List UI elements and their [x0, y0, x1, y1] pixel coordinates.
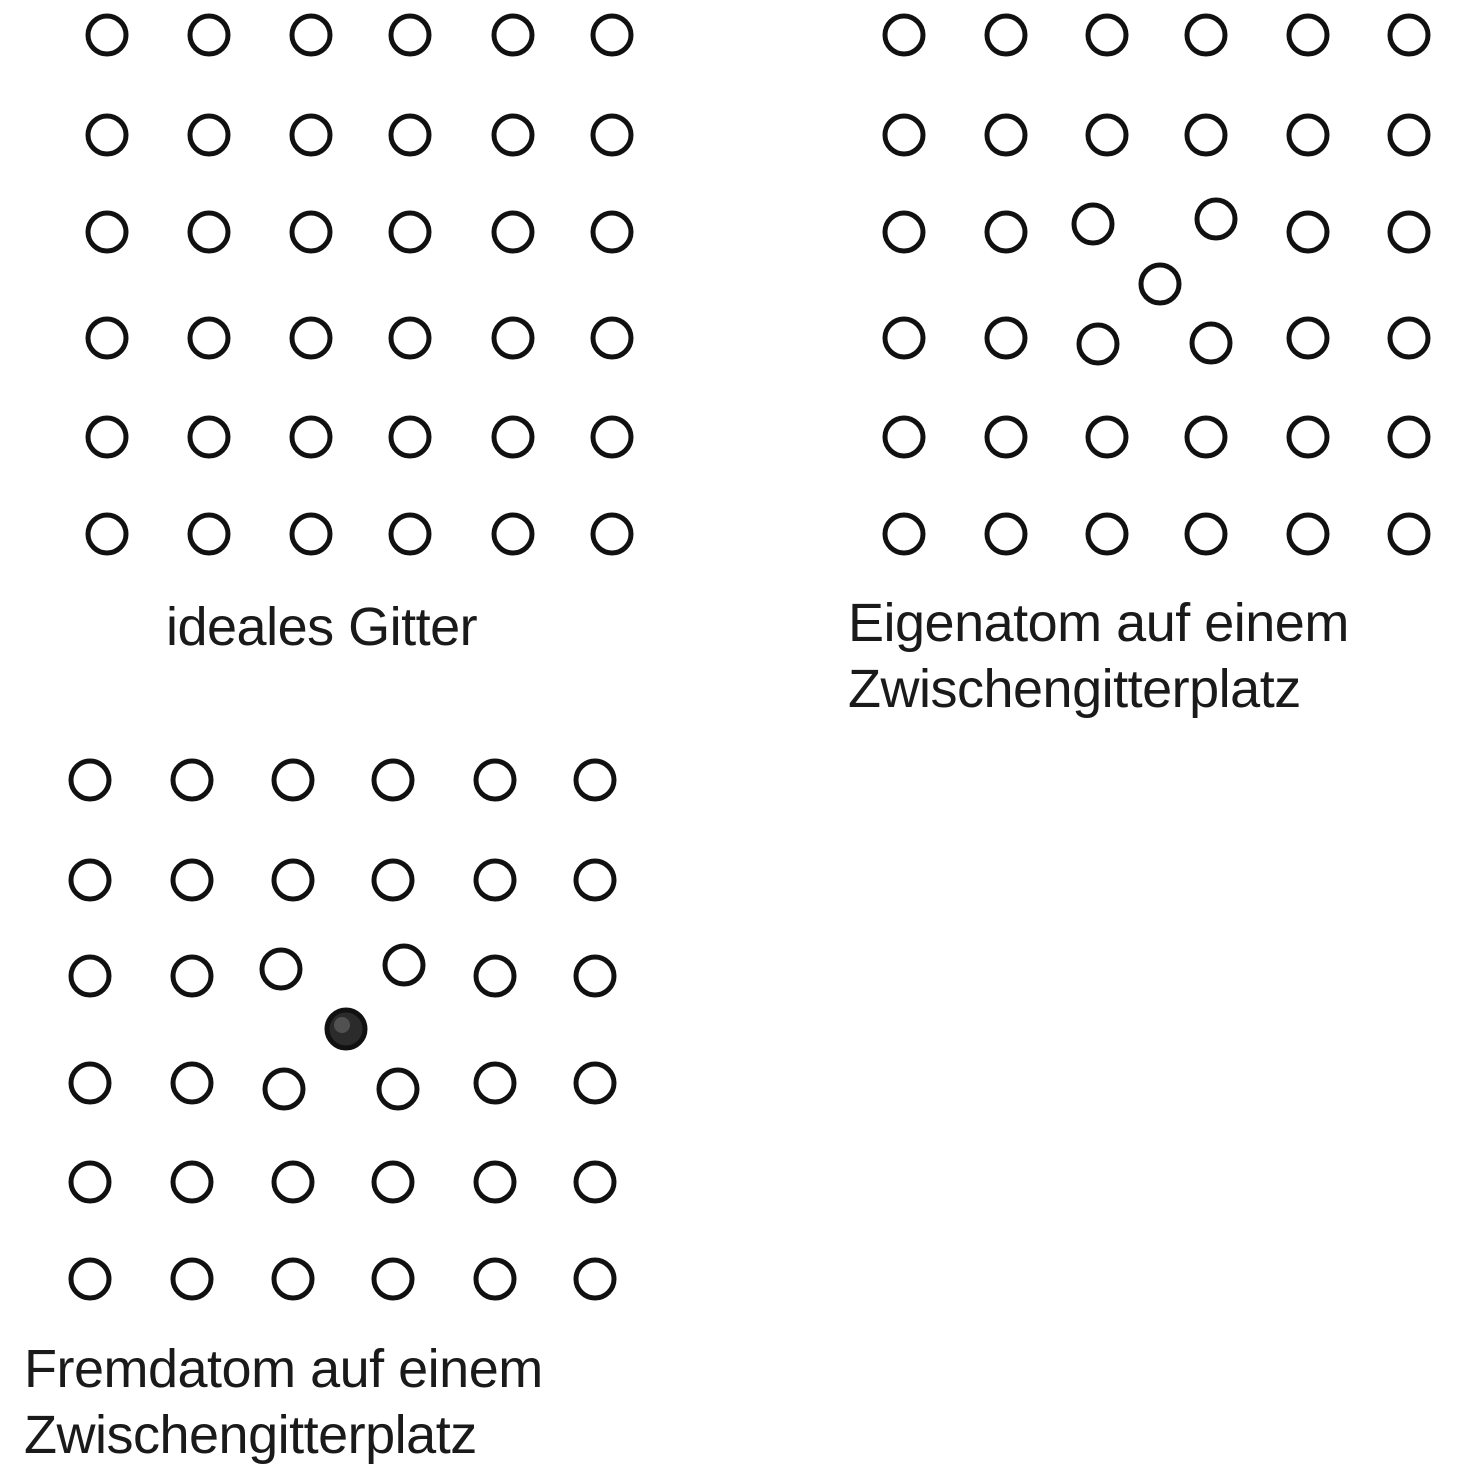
lattice-atom — [987, 213, 1025, 251]
lattice-atom — [476, 1064, 514, 1102]
caption-line: Fremdatom auf einem — [24, 1339, 543, 1399]
lattice-atom — [476, 1260, 514, 1298]
lattice-atom — [71, 1163, 109, 1201]
lattice-atom — [173, 861, 211, 899]
lattice-atom — [88, 16, 126, 54]
lattice-atom — [1289, 319, 1327, 357]
lattice-atom — [374, 1260, 412, 1298]
lattice-atom — [1187, 515, 1225, 553]
lattice-atom — [576, 861, 614, 899]
lattice-atom — [265, 1070, 303, 1108]
lattice-atom — [274, 761, 312, 799]
lattice-atom — [173, 1260, 211, 1298]
lattice-atom — [88, 213, 126, 251]
lattice-atom — [173, 1064, 211, 1102]
lattice-atom — [1390, 116, 1428, 154]
lattice-atom — [885, 16, 923, 54]
lattice-atom — [292, 319, 330, 357]
lattice-atom — [391, 319, 429, 357]
lattice-atom — [494, 16, 532, 54]
caption-line: Eigenatom auf einem — [848, 593, 1349, 653]
lattice-atom — [391, 16, 429, 54]
lattice-atom — [476, 957, 514, 995]
lattice-atom — [1390, 418, 1428, 456]
lattice-atom — [885, 418, 923, 456]
lattice-atom — [71, 1064, 109, 1102]
self-interstitial-caption — [848, 590, 1349, 722]
lattice-atom — [885, 515, 923, 553]
lattice-atom — [576, 1260, 614, 1298]
lattice-atom — [1074, 205, 1112, 243]
lattice-atom — [173, 761, 211, 799]
lattice-atom — [374, 861, 412, 899]
lattice-atom — [1187, 16, 1225, 54]
lattice-atom — [190, 16, 228, 54]
lattice-atom — [292, 16, 330, 54]
lattice-atom — [385, 946, 423, 984]
lattice-atom — [391, 515, 429, 553]
lattice-atom — [987, 515, 1025, 553]
lattice-atom — [190, 418, 228, 456]
lattice-atom — [88, 319, 126, 357]
lattice-atom — [593, 213, 631, 251]
ideal-lattice-caption — [166, 594, 477, 660]
self-interstitial-panel — [885, 16, 1428, 553]
lattice-atom — [576, 761, 614, 799]
lattice-atom — [88, 515, 126, 553]
foreign-interstitial-caption — [24, 1336, 543, 1468]
lattice-atom — [190, 319, 228, 357]
lattice-atom — [1289, 116, 1327, 154]
lattice-atom — [1390, 213, 1428, 251]
lattice-atom — [374, 1163, 412, 1201]
lattice-atom — [987, 319, 1025, 357]
lattice-atom — [885, 319, 923, 357]
lattice-atom — [292, 116, 330, 154]
lattice-atom — [593, 319, 631, 357]
lattice-atom — [1390, 319, 1428, 357]
lattice-atom — [1390, 515, 1428, 553]
lattice-atom — [1289, 213, 1327, 251]
caption-line: Zwischengitterplatz — [848, 659, 1301, 719]
lattice-atom — [379, 1070, 417, 1108]
lattice-atom — [292, 418, 330, 456]
lattice-atom — [576, 1163, 614, 1201]
lattice-atom — [1079, 325, 1117, 363]
lattice-atom — [987, 116, 1025, 154]
lattice-atom — [1088, 16, 1126, 54]
lattice-atom — [593, 116, 631, 154]
lattice-atom — [292, 213, 330, 251]
lattice-atom — [1289, 515, 1327, 553]
lattice-atom — [274, 861, 312, 899]
lattice-atom — [173, 1163, 211, 1201]
caption-line: ideales Gitter — [166, 597, 478, 657]
interstitial-atom — [1141, 265, 1179, 303]
lattice-atom — [494, 515, 532, 553]
caption-line: Zwischengitterplatz — [24, 1405, 477, 1465]
lattice-atom — [1187, 418, 1225, 456]
lattice-atom — [593, 16, 631, 54]
lattice-atom — [494, 319, 532, 357]
lattice-atom — [274, 1163, 312, 1201]
lattice-atom — [1187, 116, 1225, 154]
lattice-atom — [190, 116, 228, 154]
lattice-atom — [262, 950, 300, 988]
lattice-atom — [987, 16, 1025, 54]
foreign-interstitial-panel — [71, 761, 614, 1298]
lattice-atom — [190, 213, 228, 251]
lattice-atom — [987, 418, 1025, 456]
lattice-atom — [1197, 200, 1235, 238]
lattice-atom — [88, 418, 126, 456]
lattice-atom — [476, 861, 514, 899]
lattice-atom — [1289, 16, 1327, 54]
lattice-atom — [576, 1064, 614, 1102]
lattice-atom — [476, 761, 514, 799]
lattice-atom — [494, 213, 532, 251]
lattice-atom — [88, 116, 126, 154]
lattice-atom — [593, 418, 631, 456]
lattice-atom — [391, 116, 429, 154]
lattice-atom — [494, 116, 532, 154]
lattice-atom — [476, 1163, 514, 1201]
lattice-atom — [1289, 418, 1327, 456]
ideal-lattice-panel — [88, 16, 631, 553]
lattice-atom — [1390, 16, 1428, 54]
lattice-atom — [494, 418, 532, 456]
lattice-atom — [885, 116, 923, 154]
lattice-atom — [173, 957, 211, 995]
lattice-atom — [593, 515, 631, 553]
lattice-atom — [274, 1260, 312, 1298]
foreign-atom-highlight — [334, 1017, 350, 1033]
lattice-atom — [1192, 324, 1230, 362]
lattice-atom — [71, 861, 109, 899]
lattice-atom — [1088, 116, 1126, 154]
lattice-atom — [576, 957, 614, 995]
lattice-atom — [1088, 418, 1126, 456]
lattice-atom — [190, 515, 228, 553]
lattice-atom — [71, 1260, 109, 1298]
lattice-atom — [71, 957, 109, 995]
lattice-atom — [885, 213, 923, 251]
lattice-atom — [1088, 515, 1126, 553]
lattice-atom — [374, 761, 412, 799]
lattice-atom — [292, 515, 330, 553]
lattice-atom — [391, 418, 429, 456]
lattice-atom — [71, 761, 109, 799]
lattice-atom — [391, 213, 429, 251]
